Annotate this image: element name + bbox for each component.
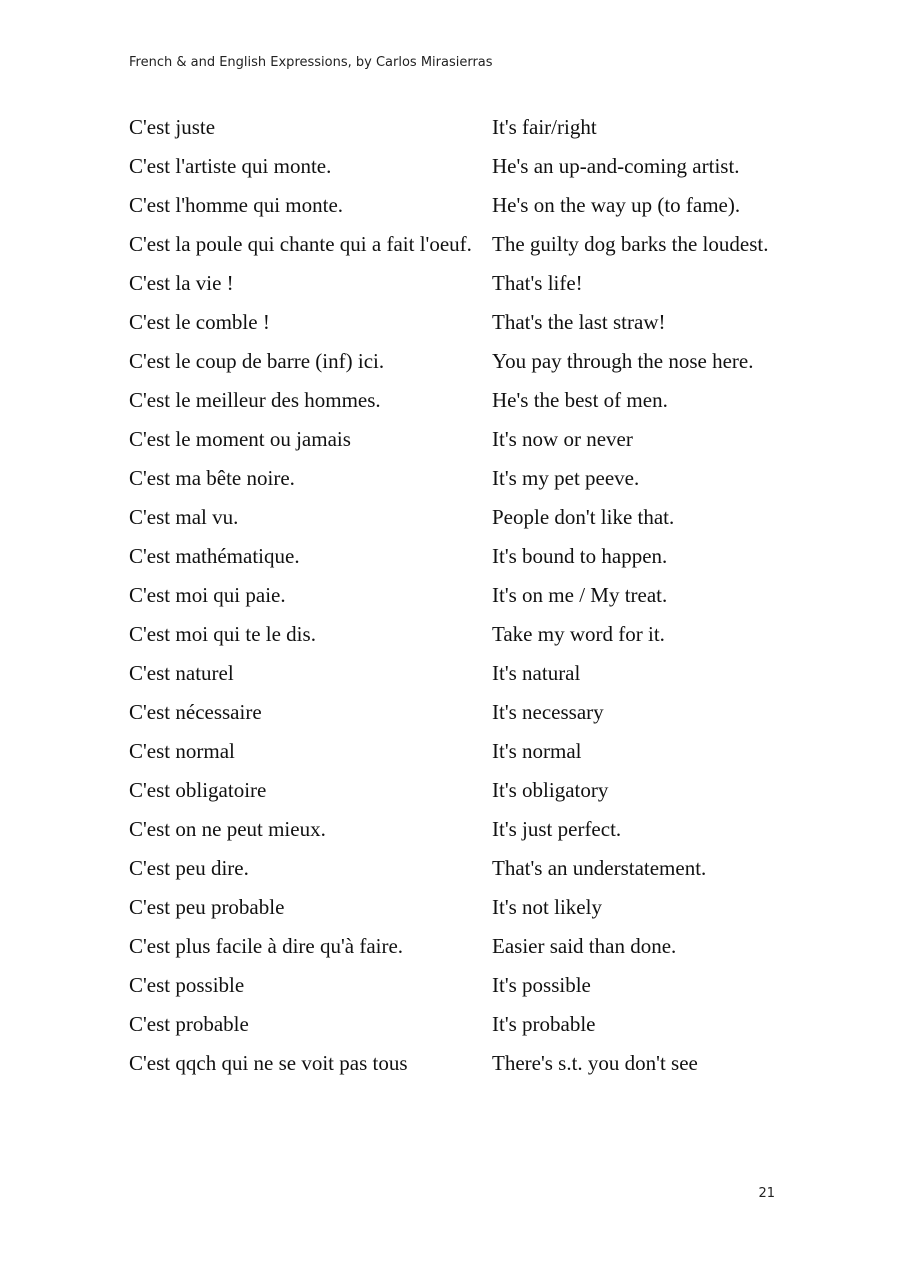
english-translation: The guilty dog barks the loudest. — [492, 232, 769, 256]
expression-row — [129, 192, 789, 231]
french-expression: C'est la poule qui chante qui a fait l'oeuf. — [129, 232, 472, 256]
french-expression: C'est l'artiste qui monte. — [129, 154, 332, 178]
english-translation: It's not likely — [492, 895, 602, 919]
expression-row — [129, 816, 789, 855]
french-expression: C'est peu probable — [129, 895, 285, 919]
expression-row — [129, 738, 789, 777]
expression-row — [129, 426, 789, 465]
expressions-table-body — [129, 114, 789, 1089]
english-translation: It's normal — [492, 739, 582, 763]
french-expression: C'est la vie ! — [129, 271, 234, 295]
french-expression: C'est juste — [129, 115, 216, 139]
english-translation: That's the last straw! — [492, 310, 666, 334]
french-expression: C'est le coup de barre (inf) ici. — [129, 349, 385, 373]
french-expression: C'est qqch qui ne se voit pas tous — [129, 1051, 408, 1075]
expression-row — [129, 153, 789, 192]
expression-row — [129, 309, 789, 348]
expression-row — [129, 1050, 789, 1089]
english-translation: It's natural — [492, 661, 581, 685]
french-expression: C'est normal — [129, 739, 235, 763]
expression-row — [129, 1011, 789, 1050]
french-expression: C'est naturel — [129, 661, 234, 685]
french-expression: C'est peu dire. — [129, 856, 249, 880]
expression-row — [129, 777, 789, 816]
english-translation: It's my pet peeve. — [492, 466, 640, 490]
french-expression: C'est ma bête noire. — [129, 466, 295, 490]
french-expression: C'est on ne peut mieux. — [129, 817, 326, 841]
expression-row — [129, 699, 789, 738]
expression-row — [129, 348, 789, 387]
english-translation: There's s.t. you don't see — [492, 1051, 698, 1075]
english-translation: He's an up-and-coming artist. — [492, 154, 740, 178]
french-expression: C'est nécessaire — [129, 700, 262, 724]
expression-row — [129, 894, 789, 933]
expressions-table — [129, 114, 789, 1089]
expression-row — [129, 114, 789, 153]
english-translation: It's now or never — [492, 427, 633, 451]
french-expression: C'est moi qui te le dis. — [129, 622, 316, 646]
english-translation: You pay through the nose here. — [492, 349, 754, 373]
french-expression: C'est probable — [129, 1012, 249, 1036]
english-translation: He's on the way up (to fame). — [492, 193, 741, 217]
english-translation: It's obligatory — [492, 778, 609, 802]
expression-row — [129, 582, 789, 621]
french-expression: C'est le moment ou jamais — [129, 427, 351, 451]
english-translation: It's probable — [492, 1012, 596, 1036]
french-expression: C'est moi qui paie. — [129, 583, 286, 607]
english-translation: It's bound to happen. — [492, 544, 668, 568]
english-translation: It's necessary — [492, 700, 604, 724]
expression-row — [129, 231, 789, 270]
english-translation: That's life! — [492, 271, 583, 295]
french-expression: C'est mathématique. — [129, 544, 300, 568]
expression-row — [129, 933, 789, 972]
french-expression: C'est plus facile à dire qu'à faire. — [129, 934, 404, 958]
french-expression: C'est possible — [129, 973, 245, 997]
expression-row — [129, 660, 789, 699]
english-translation: People don't like that. — [492, 505, 675, 529]
french-expression: C'est le meilleur des hommes. — [129, 388, 381, 412]
french-expression: C'est l'homme qui monte. — [129, 193, 344, 217]
english-translation: Easier said than done. — [492, 934, 677, 958]
expression-row — [129, 543, 789, 582]
french-expression: C'est mal vu. — [129, 505, 239, 529]
expression-row — [129, 621, 789, 660]
running-header: French & and English Expressions, by Carlos Mirasierras — [129, 55, 493, 70]
expression-row — [129, 270, 789, 309]
page-number: 21 — [758, 1186, 775, 1201]
english-translation: It's just perfect. — [492, 817, 622, 841]
english-translation: That's an understatement. — [492, 856, 707, 880]
french-expression: C'est le comble ! — [129, 310, 270, 334]
expression-row — [129, 387, 789, 426]
expression-row — [129, 465, 789, 504]
english-translation: It's on me / My treat. — [492, 583, 668, 607]
english-translation: Take my word for it. — [492, 622, 665, 646]
french-expression: C'est obligatoire — [129, 778, 267, 802]
english-translation: It's fair/right — [492, 115, 597, 139]
expression-row — [129, 855, 789, 894]
english-translation: He's the best of men. — [492, 388, 668, 412]
english-translation: It's possible — [492, 973, 591, 997]
expression-row — [129, 504, 789, 543]
expression-row — [129, 972, 789, 1011]
